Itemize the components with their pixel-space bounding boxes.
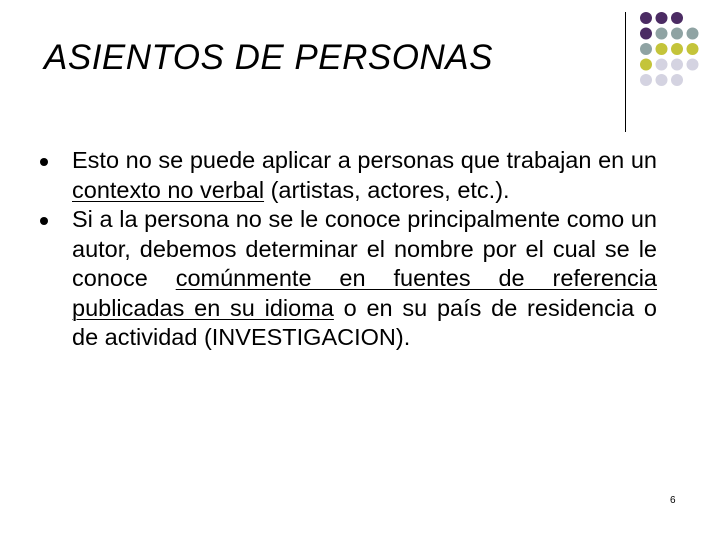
decorative-dot xyxy=(656,74,668,86)
bullet-2-underlined-text: comúnmente en fuentes de referencia publicadas en su idioma xyxy=(72,265,658,321)
decorative-dot xyxy=(656,59,668,71)
decorative-dot xyxy=(640,28,652,40)
decorative-dot-grid xyxy=(0,0,720,140)
bullet-1-text-end: (artistas, actores, etc.). xyxy=(264,176,510,203)
decorative-dot xyxy=(640,12,652,24)
decorative-dot xyxy=(656,28,668,40)
bullet-icon xyxy=(40,158,48,166)
decorative-dot xyxy=(640,43,652,55)
decorative-dot xyxy=(656,43,668,55)
bullet-2-text: Si a la persona no se le conoce principalmente como un autor, debemos determinar el nombre por el cual se le conoce xyxy=(72,206,657,291)
slide-title: ASIENTOS DE PERSONAS xyxy=(44,38,493,77)
decorative-dot xyxy=(656,12,668,24)
bullet-icon xyxy=(40,217,48,225)
decorative-dot xyxy=(671,59,683,71)
bullet-1-text: Esto no se puede aplicar a personas que trabajan en un xyxy=(72,147,657,173)
decorative-dot xyxy=(671,74,683,86)
decorative-dot xyxy=(671,43,683,55)
decorative-dot xyxy=(640,74,652,86)
decorative-dot xyxy=(640,59,652,71)
bullet-item-1 xyxy=(40,146,657,205)
bullet-item-2 xyxy=(40,205,657,353)
slide-number: 6 xyxy=(670,495,676,506)
decorative-dot xyxy=(671,28,683,40)
bullet-list xyxy=(40,146,657,353)
bullet-2-text-end: o en su país de residencia o de actividad (INVESTIGACION). xyxy=(72,294,657,350)
decorative-dot xyxy=(687,28,699,40)
bullet-1-underlined-text: contexto no verbal xyxy=(72,176,265,203)
decorative-dot xyxy=(671,12,683,24)
decorative-dot xyxy=(687,43,699,55)
decorative-dot xyxy=(687,59,699,71)
